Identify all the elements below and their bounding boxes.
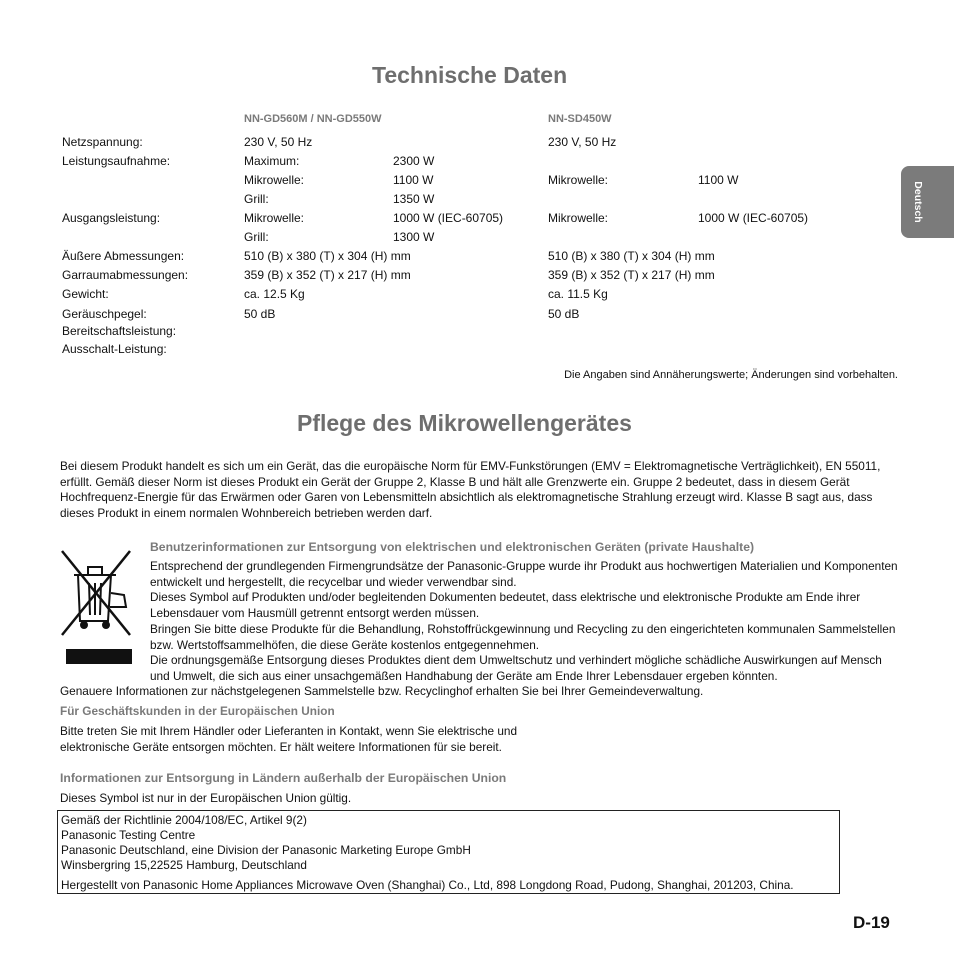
info-line: Panasonic Testing Centre — [61, 828, 196, 842]
spec-label: Gewicht: — [62, 287, 109, 301]
manufacturer-info-box — [57, 810, 840, 894]
spec-value: 1100 W — [393, 173, 434, 187]
col-b-header: NN-SD450W — [548, 113, 612, 125]
info-line: Hergestellt von Panasonic Home Appliances Microwave Oven (Shanghai) Co., Ltd, 898 Longdong Road, Pudong, Shanghai, 201203, China. — [61, 878, 794, 892]
outside-eu-heading: Informationen zur Entsorgung in Ländern außerhalb der Europäischen Union — [60, 771, 507, 785]
spec-value: 1350 W — [393, 192, 435, 206]
spec-value: 510 (B) x 380 (T) x 304 (H) mm — [548, 249, 715, 263]
disposal-text: Entsprechend der grundlegenden Firmengrundsätze der Panasonic-Gruppe wurde ihr Produkt aus hochwertigen Materialien und Komponenten entwickelt und hergestellt, die recycelbar und wieder verwendbar sind. Dieses Symbol auf Produkten und/oder begleitenden Dokumenten bedeutet, dass elektrische und elektronische Produkte am Ende ihrer Lebensdauer vom Hausmüll getrennt entsorgt werden müssen. Bringen Sie bitte diese Produkte für die Behandlung, Rohstoffrückgewinnung und Recycling zu den eingerichteten kommunalen Sammelstellen bzw. Wertstoffsammelhöfen, die diese Geräte kostenlos entgegennehmen. Die ordnungsgemäße Entsorgung dieses Produktes dient dem Umweltschutz und verhindert mögliche schädliche Auswirkungen auf Mensch und Umwelt, die sich aus einer unsachgemäßen Handhabung der Geräte am Ende Ihrer Lebensdauer ergeben könnten. — [150, 559, 898, 683]
spec-label: Äußere Abmessungen: — [62, 249, 185, 263]
info-line: Panasonic Deutschland, eine Division der Panasonic Marketing Europe GmbH — [61, 843, 471, 857]
info-line: Winsbergring 15,22525 Hamburg, Deutschland — [61, 858, 307, 872]
spec-value: 230 V, 50 Hz — [244, 135, 313, 149]
spec-label: Leistungsaufnahme: — [62, 154, 171, 168]
business-heading: Für Geschäftskunden in der Europäischen Union — [60, 704, 335, 718]
spec-value: 50 dB — [244, 307, 276, 321]
spec-label: Netzspannung: — [62, 135, 143, 149]
spec-value: Maximum: — [244, 154, 300, 168]
spec-value: Mikrowelle: — [548, 173, 609, 187]
spec-value: Grill: — [244, 230, 269, 244]
spec-value: Mikrowelle: — [548, 211, 609, 225]
spec-label: Bereitschaftsleistung: — [62, 324, 177, 338]
spec-value: Mikrowelle: — [244, 173, 305, 187]
spec-label: Ausgangsleistung: — [62, 211, 161, 225]
disposal-heading: Benutzerinformationen zur Entsorgung von elektrischen und elektronischen Geräten (private Haushalte) — [150, 540, 755, 554]
col-a-header: NN-GD560M / NN-GD550W — [244, 113, 382, 125]
spec-value: 1000 W (IEC-60705) — [393, 211, 504, 225]
disposal-tail: Genauere Informationen zur nächstgelegenen Sammelstelle bzw. Recyclinghof erhalten Sie bei Ihrer Gemeindeverwaltung. — [60, 684, 704, 698]
outside-eu-text: Dieses Symbol ist nur in der Europäischen Union gültig. — [60, 791, 352, 805]
spec-value: 2300 W — [393, 154, 435, 168]
spec-value: Mikrowelle: — [244, 211, 305, 225]
spec-value: ca. 11.5 Kg — [548, 287, 608, 301]
spec-value: 510 (B) x 380 (T) x 304 (H) mm — [244, 249, 411, 263]
spec-value: 359 (B) x 352 (T) x 217 (H) mm — [244, 268, 411, 282]
spec-label: Geräuschpegel: — [62, 307, 147, 321]
info-line: Gemäß der Richtlinie 2004/108/EC, Artikel 9(2) — [61, 813, 307, 827]
spec-value: 359 (B) x 352 (T) x 217 (H) mm — [548, 268, 715, 282]
business-text: Bitte treten Sie mit Ihrem Händler oder Lieferanten in Kontakt, wenn Sie elektrische und elektronische Geräte entsorgen möchten. Er hält weitere Informationen für sie bereit. — [60, 724, 518, 754]
spec-label: Garraumabmessungen: — [62, 268, 189, 282]
language-side-tab — [901, 166, 954, 238]
spec-value: 1100 W — [698, 173, 739, 187]
spec-value: 50 dB — [548, 307, 580, 321]
page-number: D-19 — [853, 913, 890, 932]
spec-label: Ausschalt-Leistung: — [62, 342, 167, 356]
crossed-out-bin-icon — [56, 545, 136, 667]
intro-paragraph: Bei diesem Produkt handelt es sich um ein Gerät, das die europäische Norm für EMV-Funkstörungen (EMV = Elektromagnetische Verträglichkeit), EN 55011, erfüllt. Gemäß dieser Norm ist dieses Produkt ein Gerät der Gruppe 2, Klasse B und hält alle Grenzwerte ein. Gruppe 2 bedeutet, dass in diesem Gerät Hochfrequenz-Energie für das Erwärmen oder Garen von Lebensmitteln absichtlich als elektromagnetische Strahlung erzeugt wird. Klasse B sagt aus, dass dieses Produkt in einem normalen Wohnbereich betrieben werden darf. — [60, 459, 881, 521]
spec-title: Technische Daten — [372, 62, 568, 88]
spec-value: 1300 W — [393, 230, 435, 244]
care-title: Pflege des Mikrowellengerätes — [297, 410, 632, 436]
language-tab-label: Deutsch — [912, 181, 924, 223]
spec-value: ca. 12.5 Kg — [244, 287, 305, 301]
spec-note: Die Angaben sind Annäherungswerte; Änderungen sind vorbehalten. — [564, 369, 898, 381]
spec-value: 1000 W (IEC-60705) — [698, 211, 809, 225]
spec-value: Grill: — [244, 192, 269, 206]
spec-value: 230 V, 50 Hz — [548, 135, 617, 149]
